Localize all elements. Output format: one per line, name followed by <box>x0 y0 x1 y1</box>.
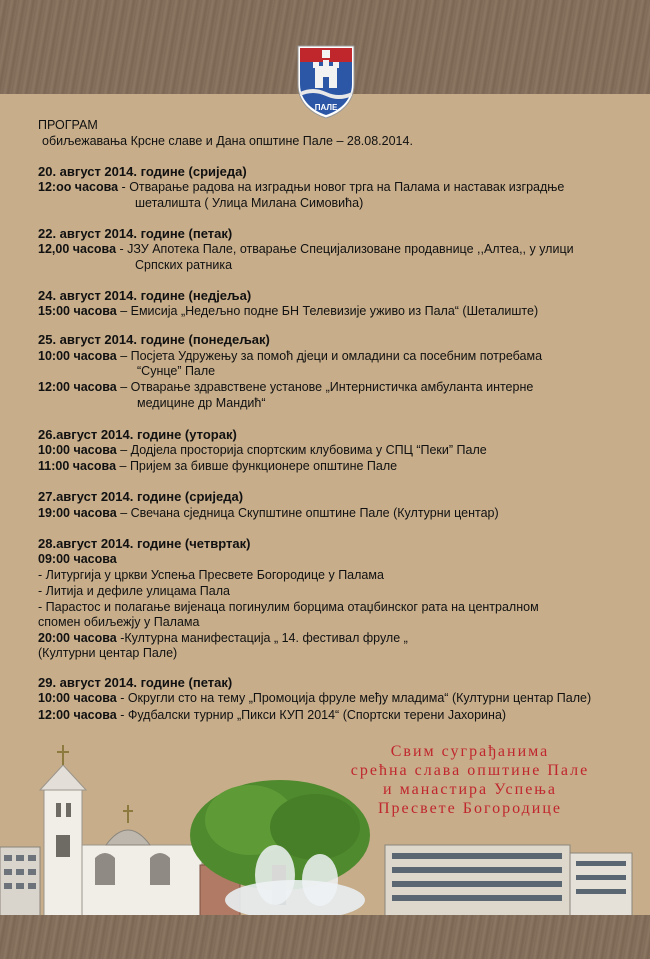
entry-continuation: шеталишта ( Улица Милана Симовића) <box>135 196 364 210</box>
entry-separator: – <box>116 380 131 394</box>
schedule-line: - Литургија у цркви Успења Пресвете Богородице у Палама <box>38 568 384 582</box>
program-title: ПРОГРАМ <box>38 118 98 132</box>
program-subtitle: обиљежавања Крсне славе и Дана општине Пале – 28.08.2014. <box>42 134 413 148</box>
entry-text: - Фудбалски турнир „Пикси КУП 2014“ (Спортски терени Јахорина) <box>116 708 507 722</box>
entry-time: 15:00 часова <box>38 304 117 318</box>
schedule-entry <box>38 631 408 645</box>
day-heading: 28.август 2014. године (четвртак) <box>38 536 251 551</box>
entry-separator: – <box>116 506 131 520</box>
day-heading: 27.август 2014. године (сриједа) <box>38 489 244 504</box>
schedule-entry <box>38 506 499 520</box>
entry-time: 12:00 часова <box>38 380 117 394</box>
schedule-entry <box>38 443 487 457</box>
entry-continuation: Српских ратника <box>135 258 233 272</box>
greeting-message <box>320 742 620 818</box>
schedule-entry <box>38 691 591 705</box>
schedule-entry <box>38 380 533 394</box>
bottom-texture-band <box>0 915 650 959</box>
entry-text: ЈЗУ Апотека Пале, отварање Специјализоване продавнице ,,Алтеа,, у улици <box>127 242 574 256</box>
crest-label: ПАЛЕ <box>314 103 338 112</box>
greeting-line: и манастира Успења <box>383 781 557 798</box>
entry-time: 12:oo часова <box>38 180 119 194</box>
entry-separator: – <box>116 459 130 473</box>
entry-time: 20:00 часова <box>38 631 117 645</box>
entry-text: Отварање здравствене установе „Интернистичка амбуланта интерне <box>130 380 534 394</box>
entry-text: Отварање радова на изградњи новог трга на Палама и наставак изградње <box>129 180 565 194</box>
schedule-entry <box>38 304 538 318</box>
day-heading: 22. август 2014. године (петак) <box>38 226 233 241</box>
entry-time: 12:00 часова <box>38 708 117 722</box>
entry-text: Посјета Удружењу за помоћ дјеци и омладини са посебним потребама <box>130 349 543 363</box>
entry-time: 10:00 часова <box>38 691 117 705</box>
schedule-line: спомен обиљежју у Палама <box>38 615 200 629</box>
schedule-entry <box>38 708 506 722</box>
entry-text: Свечана сједница Скупштине општине Пале (Културни центар) <box>130 506 499 520</box>
pale-coat-of-arms-icon <box>295 44 357 120</box>
entry-text: - Округли сто на тему „Промоција фруле међу младима“ (Културни центар Пале) <box>116 691 592 705</box>
schedule-line: (Културни центар Пале) <box>38 646 178 660</box>
schedule-line: - Парастос и полагање вијенаца погинулим борцима отаџбинског рата на централном <box>38 600 539 614</box>
greeting-line: Пресвете Богородице <box>377 800 563 817</box>
entry-time: 11:00 часова <box>38 459 117 473</box>
schedule-entry <box>38 180 564 194</box>
entry-text: -Културна манифестација „ 14. фестивал фруле „ <box>116 631 408 645</box>
entry-separator: – <box>116 443 131 457</box>
schedule-entry <box>38 349 542 363</box>
entry-text: Емисија „Недељно подне БН Телевизије уживо из Пала“ (Шеталиште) <box>130 304 539 318</box>
entry-time: 10:00 часова <box>38 443 117 457</box>
day-heading: 26.август 2014. године (уторак) <box>38 427 237 442</box>
schedule-line: - Литија и дефиле улицама Пала <box>38 584 230 598</box>
day-heading: 29. август 2014. године (петак) <box>38 675 233 690</box>
entry-separator: - <box>118 180 130 194</box>
entry-time: 12,00 часова <box>38 242 117 256</box>
entry-continuation: “Сунце” Пале <box>137 364 216 378</box>
entry-time: 09:00 часова <box>38 552 117 566</box>
entry-time: 10:00 часова <box>38 349 117 363</box>
schedule-entry <box>38 242 574 256</box>
schedule-entry <box>38 459 397 473</box>
entry-time: 19:00 часова <box>38 506 117 520</box>
entry-separator: – <box>116 349 131 363</box>
entry-separator: – <box>116 304 131 318</box>
schedule-entry <box>38 552 117 566</box>
entry-text: Пријем за бивше функционере општине Пале <box>129 459 398 473</box>
day-heading: 25. август 2014. године (понедељак) <box>38 332 270 347</box>
entry-separator: - <box>116 242 128 256</box>
entry-continuation: медицине др Мандић“ <box>137 396 266 410</box>
greeting-line: Свим суграђанима <box>390 743 550 760</box>
greeting-line: срећна слава општине Пале <box>350 762 590 779</box>
day-heading: 20. август 2014. године (сриједа) <box>38 164 247 179</box>
day-heading: 24. август 2014. године (недјеља) <box>38 288 252 303</box>
entry-text: Додјела просторија спортским клубовима у СПЦ “Пеки” Пале <box>130 443 487 457</box>
